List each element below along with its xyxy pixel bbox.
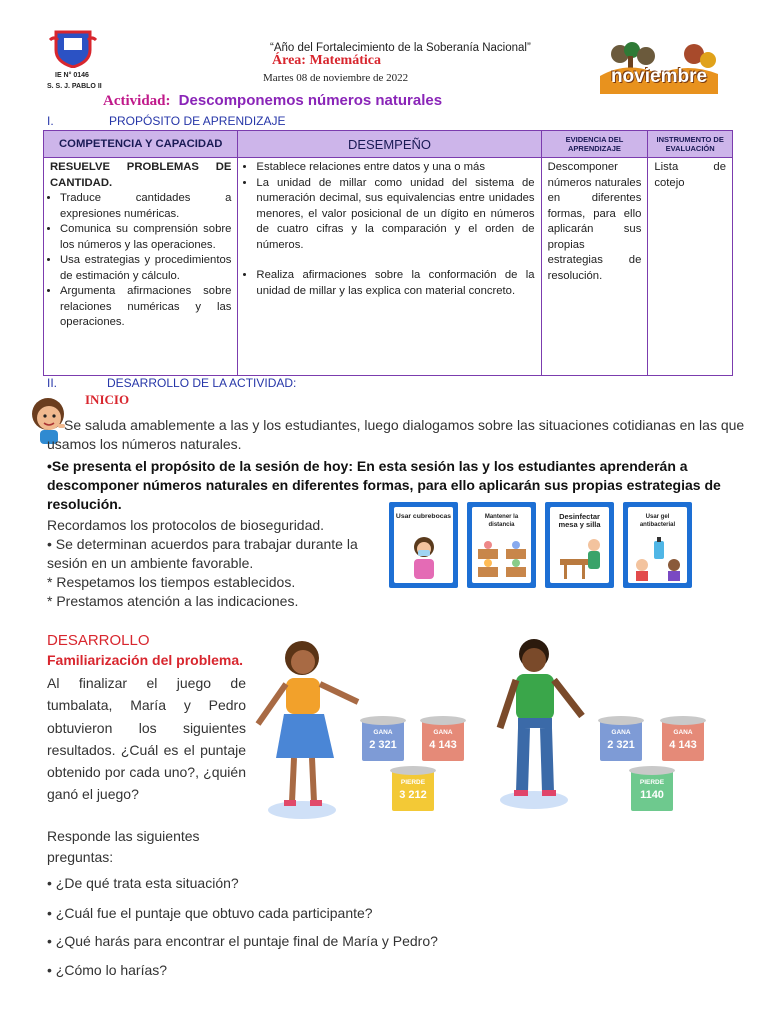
can-label: GANA [673,729,693,736]
section-1-heading [47,114,286,128]
evidence-cell [541,158,648,376]
can-pedro [598,716,644,762]
can-score: 2 321 [369,739,397,751]
answer-intro: Responde las siguientes preguntas: [47,828,200,865]
can-pedro [629,766,675,812]
can-pedro [660,716,706,762]
can-label: PIERDE [400,779,426,786]
section-2-number: II. [47,376,58,390]
school-crest-logo [48,28,98,68]
can-score: 2 321 [607,739,635,751]
performance-cell [238,158,541,376]
poster-label: Mantener la distancia [484,514,519,528]
protocols-list [47,516,382,611]
list-item: • Realiza afirmaciones sobre la conformación de la unidad de millar y las explica con material concreto. [256,268,534,299]
area-label: Área: Matemática [272,53,381,68]
maria-character [250,632,370,822]
school-code [47,70,102,92]
header-instrument: INSTRUMENTO DE EVALUACIÓN [648,131,733,158]
classroom-desks-icon [476,535,528,581]
can-lid [660,716,706,725]
section-1-number: I. [47,114,54,128]
list-item: * Respetamos los tiempos establecidos. [47,574,296,590]
familiarizacion-title: Familiarización del problema. [47,652,244,668]
can-lid [629,766,675,775]
can-score: 4 143 [669,739,697,751]
can-maria [420,716,466,762]
session-purpose: •Se presenta el propósito de la sesión de hoy: En esta sesión las y los estudiantes aprenderán a descomponer números naturales en diferentes formas, para ello aplicarán sus propias estrategias de resolución. [47,458,721,512]
pedro-character [488,632,588,812]
can-label: GANA [433,729,453,736]
competency-cell [44,158,238,376]
header-competency: COMPETENCIA Y CAPACIDAD [44,131,238,158]
can-label: PIERDE [639,779,665,786]
year-name: “Año del Fortalecimiento de la Soberanía Nacional” [270,42,531,54]
list-item: • Establece relaciones entre datos y una o más [256,160,534,176]
list-item: • Se determinan acuerdos para trabajar durante la [47,536,358,552]
question-item: • ¿Cuál fue el puntaje que obtuvo cada participante? [47,905,373,921]
table-header-row [44,131,733,158]
month-banner-text: noviembre [610,66,708,87]
can-lid [390,766,436,775]
list-item: sesión en un ambiente favorable. [47,555,254,571]
poster-cubrebocas [389,502,458,588]
header-performance: DESEMPEÑO [238,131,541,158]
poster-distancia [467,502,536,588]
school-name: S. S. J. PABLO II [47,83,102,90]
list-item: Recordamos los protocolos de bioseguridad. [47,517,325,533]
poster-desinfectar [545,502,614,588]
poster-label: Usar gel antibacterial [639,514,676,528]
list-item: • Argumenta afirmaciones sobre relaciones numéricas y las operaciones. [60,284,231,331]
section-1-title: PROPÓSITO DE APRENDIZAJE [109,114,286,128]
can-score: 3 212 [399,789,427,801]
problem-text: Al finalizar el juego de tumbalata, María y Pedro obtuvieron los siguientes resultados. ¿Cuál es el puntaje obtenido por cada uno?, ¿quién ganó el juego? [47,675,246,803]
can-score: 1140 [640,789,664,801]
instrument-text: Lista de cotejo [654,161,726,189]
can-maria [390,766,436,812]
header-evidence: EVIDENCIA DEL APRENDIZAJE [541,131,648,158]
greeting-text: Se saluda amablemente a las y los estudiantes, luego dialogamos sobre las situaciones cotidianas en las que usamos los números naturales. [47,417,745,452]
list-item: • La unidad de millar como unidad del sistema de numeración decimal, sus equivalencias entre unidades menores, el valor posicional de un dígito en números de cuatro cifras y la comparación y el orden de números. [256,176,534,254]
can-label: GANA [373,729,393,736]
month-banner [598,40,720,96]
section-2-heading [47,376,297,390]
instrument-cell [648,158,733,376]
activity-heading [103,92,442,110]
school-code-text: IE N° 0146 [55,72,89,79]
can-maria [360,716,406,762]
section-2-title: DESARROLLO DE LA ACTIVIDAD: [107,376,297,390]
purpose-table [43,130,733,376]
poster-label: Desinfectar mesa y silla [558,512,601,529]
date-text: Martes 08 de noviembre de 2022 [263,72,409,84]
performance-list [246,160,534,299]
cleaning-desk-icon [556,535,606,581]
table-row [44,158,733,376]
list-item: • Comunica su comprensión sobre los números y las operaciones. [60,222,231,253]
activity-label: Actividad: [103,93,171,109]
question-item: • ¿Cómo lo harías? [47,962,168,978]
list-item: • Usa estrategias y procedimientos de estimación y cálculo. [60,253,231,284]
poster-label: Usar cubrebocas [395,513,452,520]
can-label: GANA [611,729,631,736]
capacity-list [50,191,231,331]
question-item: • ¿De qué trata esta situación? [47,875,239,891]
activity-title: Descomponemos números naturales [178,92,443,109]
question-item: • ¿Qué harás para encontrar el puntaje final de María y Pedro? [47,933,438,949]
can-lid [598,716,644,725]
hand-gel-icon [632,535,684,581]
poster-gel [623,502,692,588]
can-score: 4 143 [429,739,457,751]
list-item: * Prestamos atención a las indicaciones. [47,593,299,609]
evidence-text: Descomponer números naturales en diferentes formas, para ello aplicarán sus propias estrategias de resolución. [547,161,642,282]
desarrollo-title: DESARROLLO [47,632,150,649]
list-item: • Traduce cantidades a expresiones numéricas. [60,191,231,222]
spacer [256,253,534,268]
can-lid [420,716,466,725]
mask-child-icon [408,535,440,581]
competency-title: RESUELVE PROBLEMAS DE CANTIDAD. [50,161,232,189]
inicio-title: INICIO [85,392,130,407]
can-lid [360,716,406,725]
